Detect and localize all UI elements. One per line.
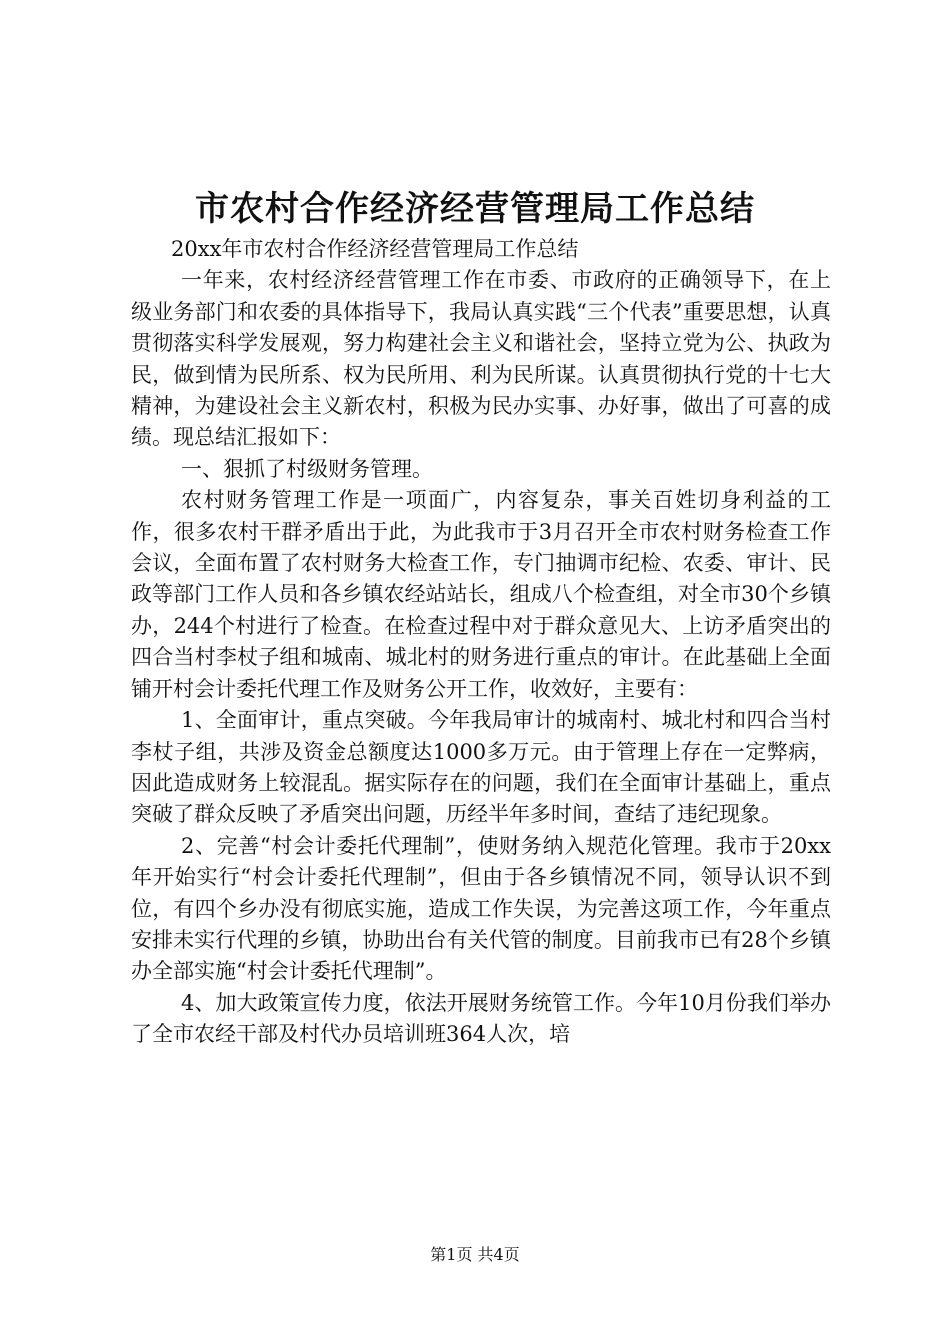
paragraph-item-4: 4、加大政策宣传力度，依法开展财务统管工作。今年10月份我们举办了全市农经干部及村代办员培训班364人次，培 xyxy=(131,990,831,1047)
paragraph-finance-management: 农村财务管理工作是一项面广，内容复杂，事关百姓切身利益的工作，很多农村干群矛盾出于此，为此我市于3月召开全市农村财务检查工作会议，全面布置了农村财务大检查工作，专门抽调市纪检、农委、审计、民政等部门工作人员和各乡镇农经站站长，组成八个检查组，对全市30个乡镇办，244个村进行了检查。在检查过程中对于群众意见大、上访矛盾突出的四合当村李杖子组和城南、城北村的财务进行重点的审计。在此基础上全面铺开村会计委托代理工作及财务公开工作，收效好，主要有： xyxy=(131,488,831,701)
document-body xyxy=(131,234,831,1051)
section-heading-1: 一、狠抓了村级财务管理。 xyxy=(181,456,433,481)
paragraph-intro: 一年来，农村经济经营管理工作在市委、市政府的正确领导下，在上级业务部门和农委的具体指导下，我局认真实践“三个代表”重要思想，认真贯彻落实科学发展观，努力构建社会主义和谐社会，坚持立党为公、执政为民，做到情为民所系、权为民所用、利为民所谋。认真贯彻执行党的十七大精神，为建设社会主义新农村，积极为民办实事、办好事，做出了可喜的成绩。现总结汇报如下： xyxy=(131,268,831,450)
paragraph-item-1: 1、全面审计，重点突破。今年我局审计的城南村、城北村和四合当村李杖子组，共涉及资金总额度达1000多万元。由于管理上存在一定弊病，因此造成财务上较混乱。据实际存在的问题，我们在全面审计基础上，重点突破了群众反映了矛盾突出问题，历经半年多时间，查结了违纪现象。 xyxy=(131,708,831,827)
page-number-footer: 第1页 共4页 xyxy=(430,1245,520,1264)
document-subtitle: 20xx年市农村合作经济经营管理局工作总结 xyxy=(171,237,579,261)
document-title: 市农村合作经济经营管理局工作总结 xyxy=(195,189,755,229)
paragraph-item-2: 2、完善“村会计委托代理制”，使财务纳入规范化管理。我市于20xx年开始实行“村会计委托代理制”，但由于各乡镇情况不同，领导认识不到位，有四个乡办没有彻底实施，造成工作失误，为完善这项工作，今年重点安排未实行代理的乡镇，协助出台有关代管的制度。目前我市已有28个乡镇办全部实施“村会计委托代理制”。 xyxy=(131,833,831,984)
